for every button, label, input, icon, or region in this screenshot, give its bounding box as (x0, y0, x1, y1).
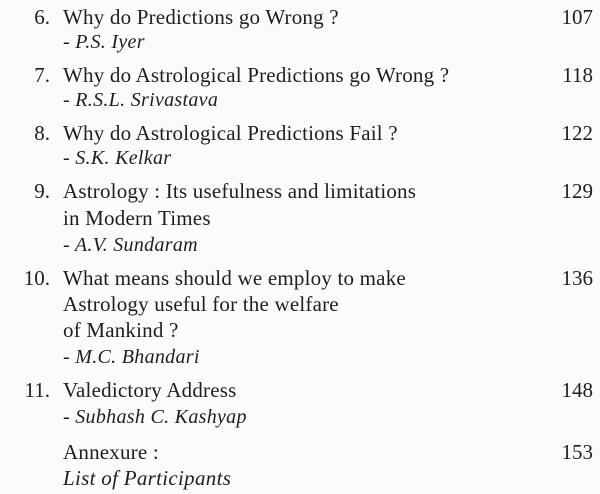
entry-number: 7. (34, 63, 50, 87)
entry-title-line: Why do Predictions go Wrong ? (63, 5, 339, 29)
entry-number: 10. (23, 266, 50, 290)
entry-number: 6. (34, 5, 50, 29)
entry-page-number: 122 (561, 121, 593, 145)
entry-author: - R.S.L. Srivastava (63, 89, 219, 111)
entry-author: - M.C. Bhandari (63, 346, 200, 368)
entry-title-line: of Mankind ? (63, 318, 179, 342)
entry-title-line: Annexure : (63, 440, 159, 464)
entry-page-number: 148 (561, 378, 593, 402)
entry-title-line: Why do Astrological Predictions go Wrong ? (63, 63, 450, 87)
entry-page-number: 118 (562, 63, 593, 87)
entry-number: 8. (34, 121, 50, 145)
entry-page-number: 153 (561, 440, 593, 464)
entry-author: - A.V. Sundaram (63, 234, 198, 256)
entry-title-line: What means should we employ to make (63, 266, 406, 290)
entry-title-line: Astrology : Its usefulness and limitations (63, 179, 417, 203)
entry-title-line: Valedictory Address (63, 378, 237, 402)
entry-author: - Subhash C. Kashyap (63, 406, 247, 428)
entry-title-line: Why do Astrological Predictions Fail ? (63, 121, 398, 145)
entry-title-line: in Modern Times (63, 206, 211, 230)
entry-page-number: 107 (561, 5, 593, 29)
entry-number: 11. (24, 378, 50, 402)
entry-author: - S.K. Kelkar (63, 147, 172, 169)
entry-page-number: 136 (561, 266, 593, 290)
entry-subtitle: List of Participants (63, 466, 232, 490)
entry-title-line: Astrology useful for the welfare (63, 292, 339, 316)
entry-number: 9. (34, 179, 50, 203)
entry-author: - P.S. Iyer (63, 31, 145, 53)
entry-page-number: 129 (561, 179, 593, 203)
